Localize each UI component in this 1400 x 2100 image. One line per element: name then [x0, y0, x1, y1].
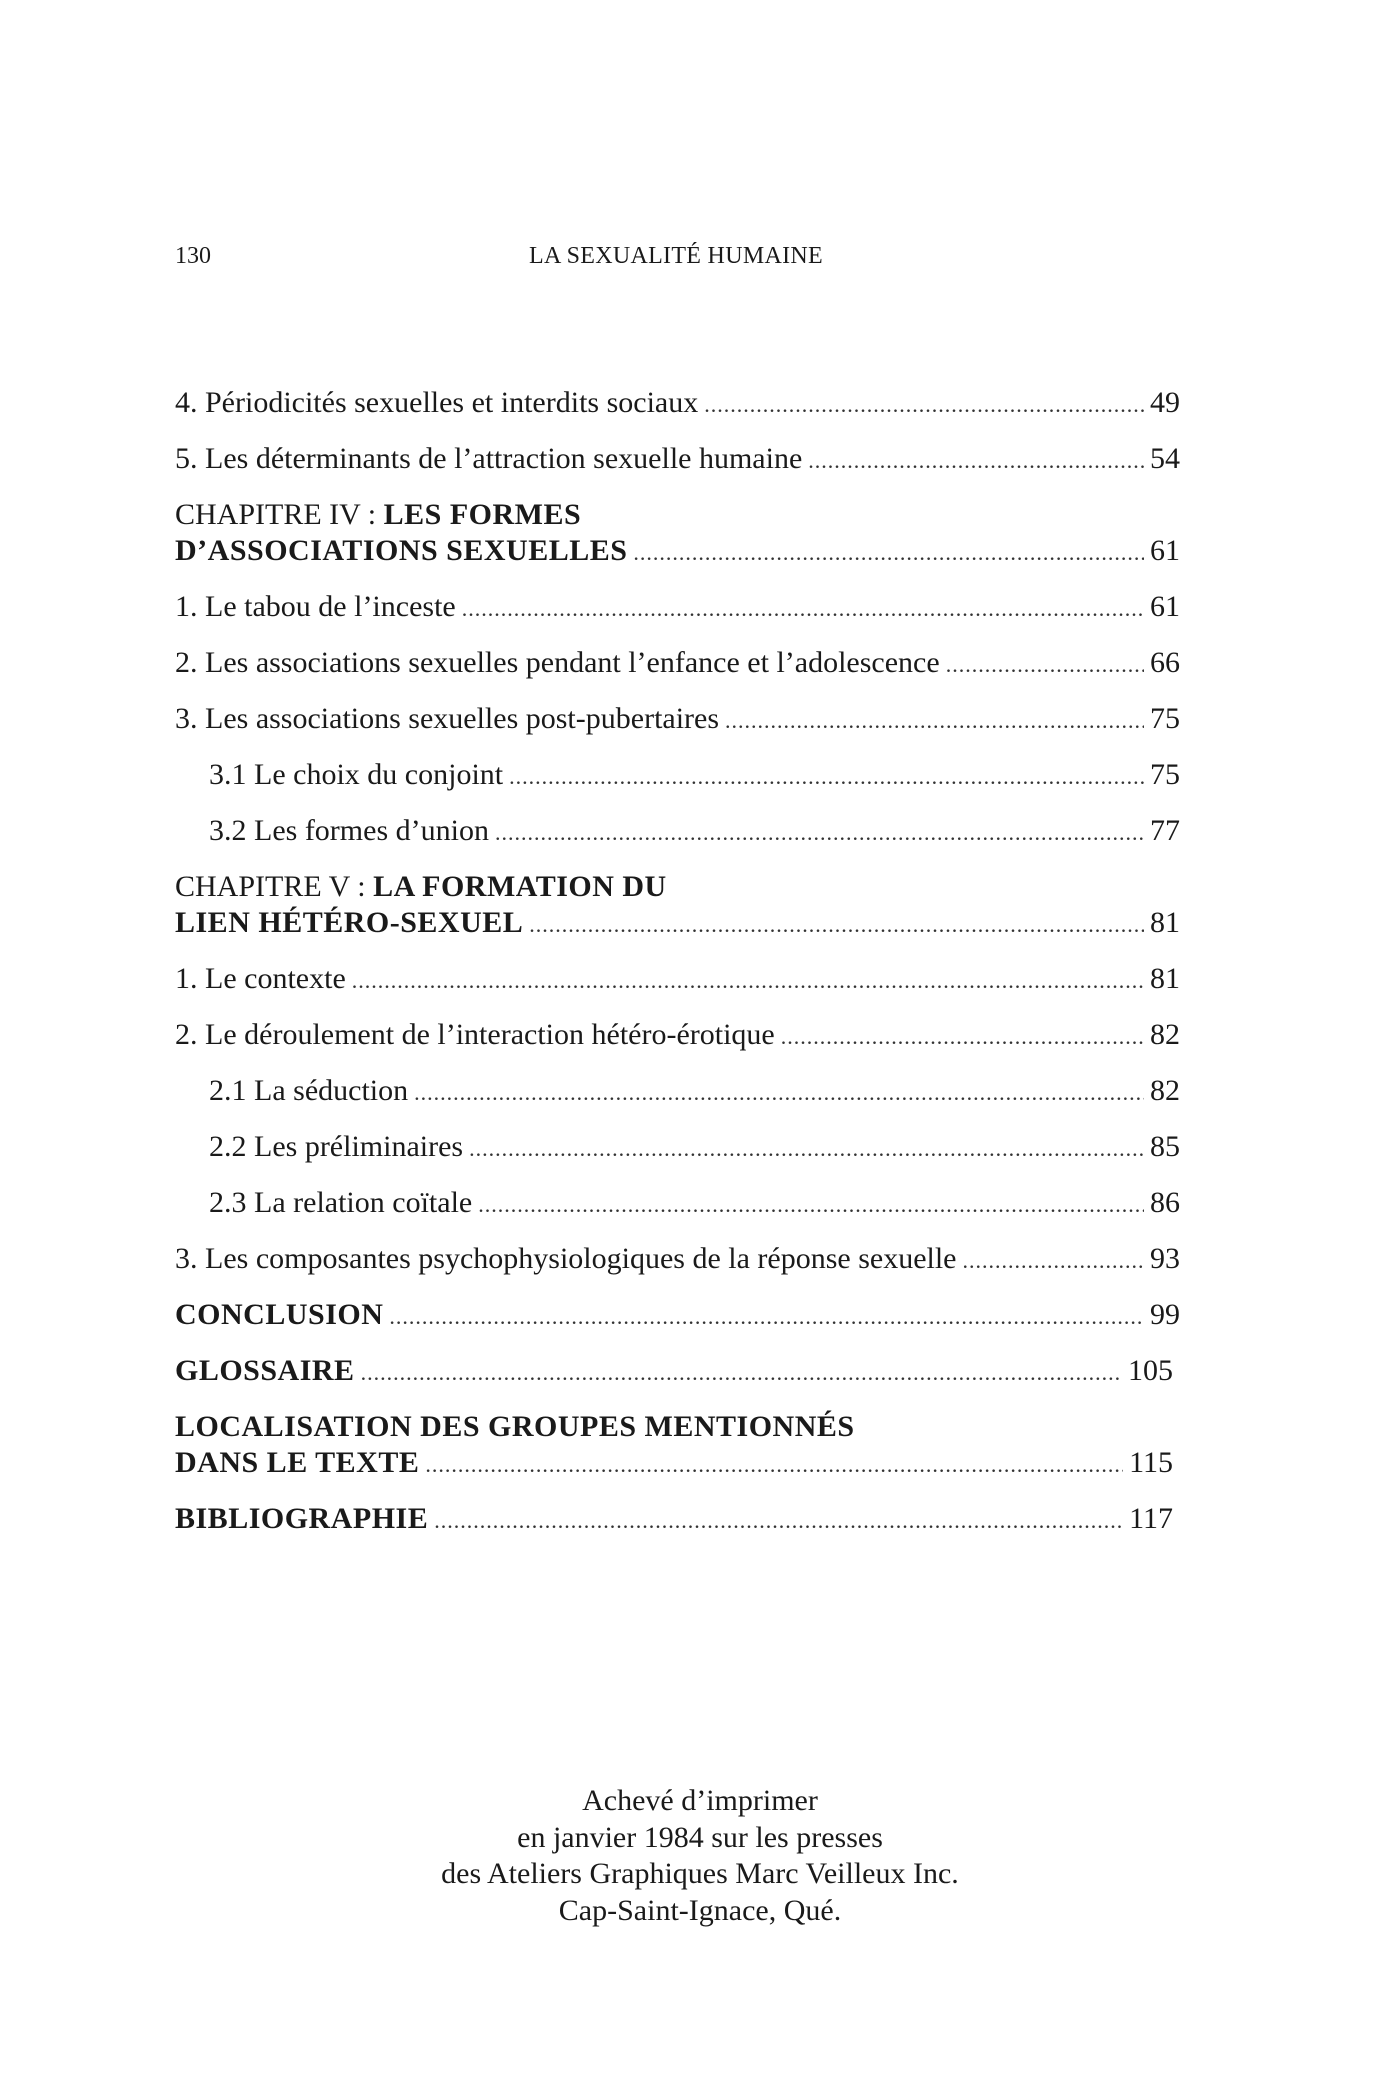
toc-glossaire	[175, 1353, 1180, 1391]
toc-entry-label: 5. Les déterminants de l’attraction sexuelle humaine	[175, 442, 803, 475]
dot-leader	[434, 1503, 1123, 1539]
toc-entry-label: 1. Le tabou de l’inceste	[175, 590, 456, 623]
toc-bibliographie	[175, 1501, 1180, 1539]
toc-entry-label: 2. Les associations sexuelles pendant l’enfance et l’adolescence	[175, 646, 940, 679]
dot-leader	[478, 1187, 1144, 1223]
dot-leader	[361, 1355, 1122, 1391]
chapter-title-line1: LES FORMES	[383, 498, 582, 531]
page-number: 130	[175, 243, 211, 269]
toc-entry-page: 105	[1128, 1354, 1173, 1387]
toc-entry-page: 54	[1150, 442, 1180, 475]
colophon-line: en janvier 1984 sur les presses	[517, 1820, 883, 1854]
toc-entry	[175, 961, 1180, 999]
toc-entry-label-line1: LOCALISATION DES GROUPES MENTIONNÉS	[175, 1410, 855, 1443]
book-title: LA SEXUALITÉ HUMAINE	[529, 243, 823, 269]
dot-leader	[781, 1019, 1144, 1055]
toc-entry-page: 75	[1150, 702, 1180, 735]
toc-entry-page: 49	[1150, 386, 1180, 419]
toc-entry-page: 115	[1129, 1446, 1173, 1479]
colophon-line: Achevé d’imprimer	[582, 1784, 818, 1817]
toc-entry-page: 66	[1150, 646, 1180, 679]
dot-leader	[352, 963, 1144, 999]
chapter-title-line2: LIEN HÉTÉRO-SEXUEL	[175, 906, 524, 939]
toc-entry	[175, 1241, 1180, 1279]
toc-entry	[175, 701, 1180, 739]
running-head	[175, 243, 1177, 277]
toc-entry	[175, 1017, 1180, 1055]
toc-entry-page: 117	[1129, 1502, 1173, 1535]
toc-entry-page: 82	[1150, 1018, 1180, 1051]
chapter-title-line1: LA FORMATION DU	[373, 870, 667, 903]
chapter-title-line2: D’ASSOCIATIONS SEXUELLES	[175, 534, 628, 567]
dot-leader	[963, 1243, 1145, 1279]
dot-leader	[509, 759, 1144, 795]
toc-entry-label: 3.2 Les formes d’union	[209, 814, 489, 847]
toc-entry-page: 61	[1150, 590, 1180, 623]
chapter-prefix: CHAPITRE IV :	[175, 498, 384, 531]
dot-leader	[462, 591, 1144, 627]
dot-leader	[529, 907, 1144, 943]
dot-leader	[414, 1075, 1144, 1111]
toc-entry	[175, 645, 1180, 683]
table-of-contents	[175, 385, 1180, 1557]
toc-entry	[175, 589, 1180, 627]
dot-leader	[946, 647, 1144, 683]
toc-entry-label: BIBLIOGRAPHIE	[175, 1502, 429, 1535]
toc-entry	[175, 441, 1180, 479]
dot-leader	[725, 703, 1144, 739]
toc-entry-page: 75	[1150, 758, 1180, 791]
toc-entry-label: 3.1 Le choix du conjoint	[209, 758, 504, 791]
toc-entry-label: 1. Le contexte	[175, 962, 346, 995]
colophon-line: Cap-Saint-Ignace, Qué.	[558, 1893, 842, 1927]
toc-chapter-5	[175, 869, 1180, 943]
toc-entry-page: 61	[1150, 534, 1180, 567]
toc-entry-label: 3. Les composantes psychophysiologiques de la réponse sexuelle	[175, 1242, 957, 1275]
toc-chapter-4	[175, 497, 1180, 571]
toc-entry-page: 86	[1150, 1186, 1180, 1219]
colophon	[0, 1783, 1400, 1929]
chapter-prefix: CHAPITRE V :	[175, 870, 374, 903]
dot-leader	[425, 1447, 1123, 1483]
toc-entry-page: 81	[1150, 906, 1180, 939]
toc-entry-label: 3. Les associations sexuelles post-pubertaires	[175, 702, 720, 735]
toc-entry-page: 85	[1150, 1130, 1180, 1163]
toc-subentry	[175, 813, 1180, 851]
toc-entry-page: 81	[1150, 962, 1180, 995]
toc-entry-label: CONCLUSION	[175, 1298, 384, 1331]
toc-localisation	[175, 1409, 1180, 1483]
toc-entry-label: 2.3 La relation coïtale	[209, 1186, 473, 1219]
dot-leader	[389, 1299, 1144, 1335]
dot-leader	[469, 1131, 1144, 1167]
toc-entry	[175, 385, 1180, 423]
toc-entry-label: GLOSSAIRE	[175, 1354, 355, 1387]
toc-entry-page: 99	[1150, 1298, 1180, 1331]
dot-leader	[495, 815, 1144, 851]
toc-subentry	[175, 1129, 1180, 1167]
toc-entry-label: 2.2 Les préliminaires	[209, 1130, 464, 1163]
toc-subentry	[175, 1185, 1180, 1223]
toc-entry-page: 93	[1150, 1242, 1180, 1275]
toc-entry-label: 2.1 La séduction	[209, 1074, 409, 1107]
colophon-line: des Ateliers Graphiques Marc Veilleux Inc.	[441, 1857, 959, 1890]
toc-subentry	[175, 1073, 1180, 1111]
toc-conclusion	[175, 1297, 1180, 1335]
toc-subentry	[175, 757, 1180, 795]
toc-entry-label-line2: DANS LE TEXTE	[175, 1446, 420, 1479]
toc-entry-label: 4. Périodicités sexuelles et interdits sociaux	[175, 386, 699, 419]
dot-leader	[633, 535, 1144, 571]
toc-entry-page: 82	[1150, 1074, 1180, 1107]
dot-leader	[808, 443, 1144, 479]
toc-entry-label: 2. Le déroulement de l’interaction hétéro-érotique	[175, 1018, 775, 1051]
toc-entry-page: 77	[1150, 814, 1180, 847]
dot-leader	[704, 387, 1144, 423]
